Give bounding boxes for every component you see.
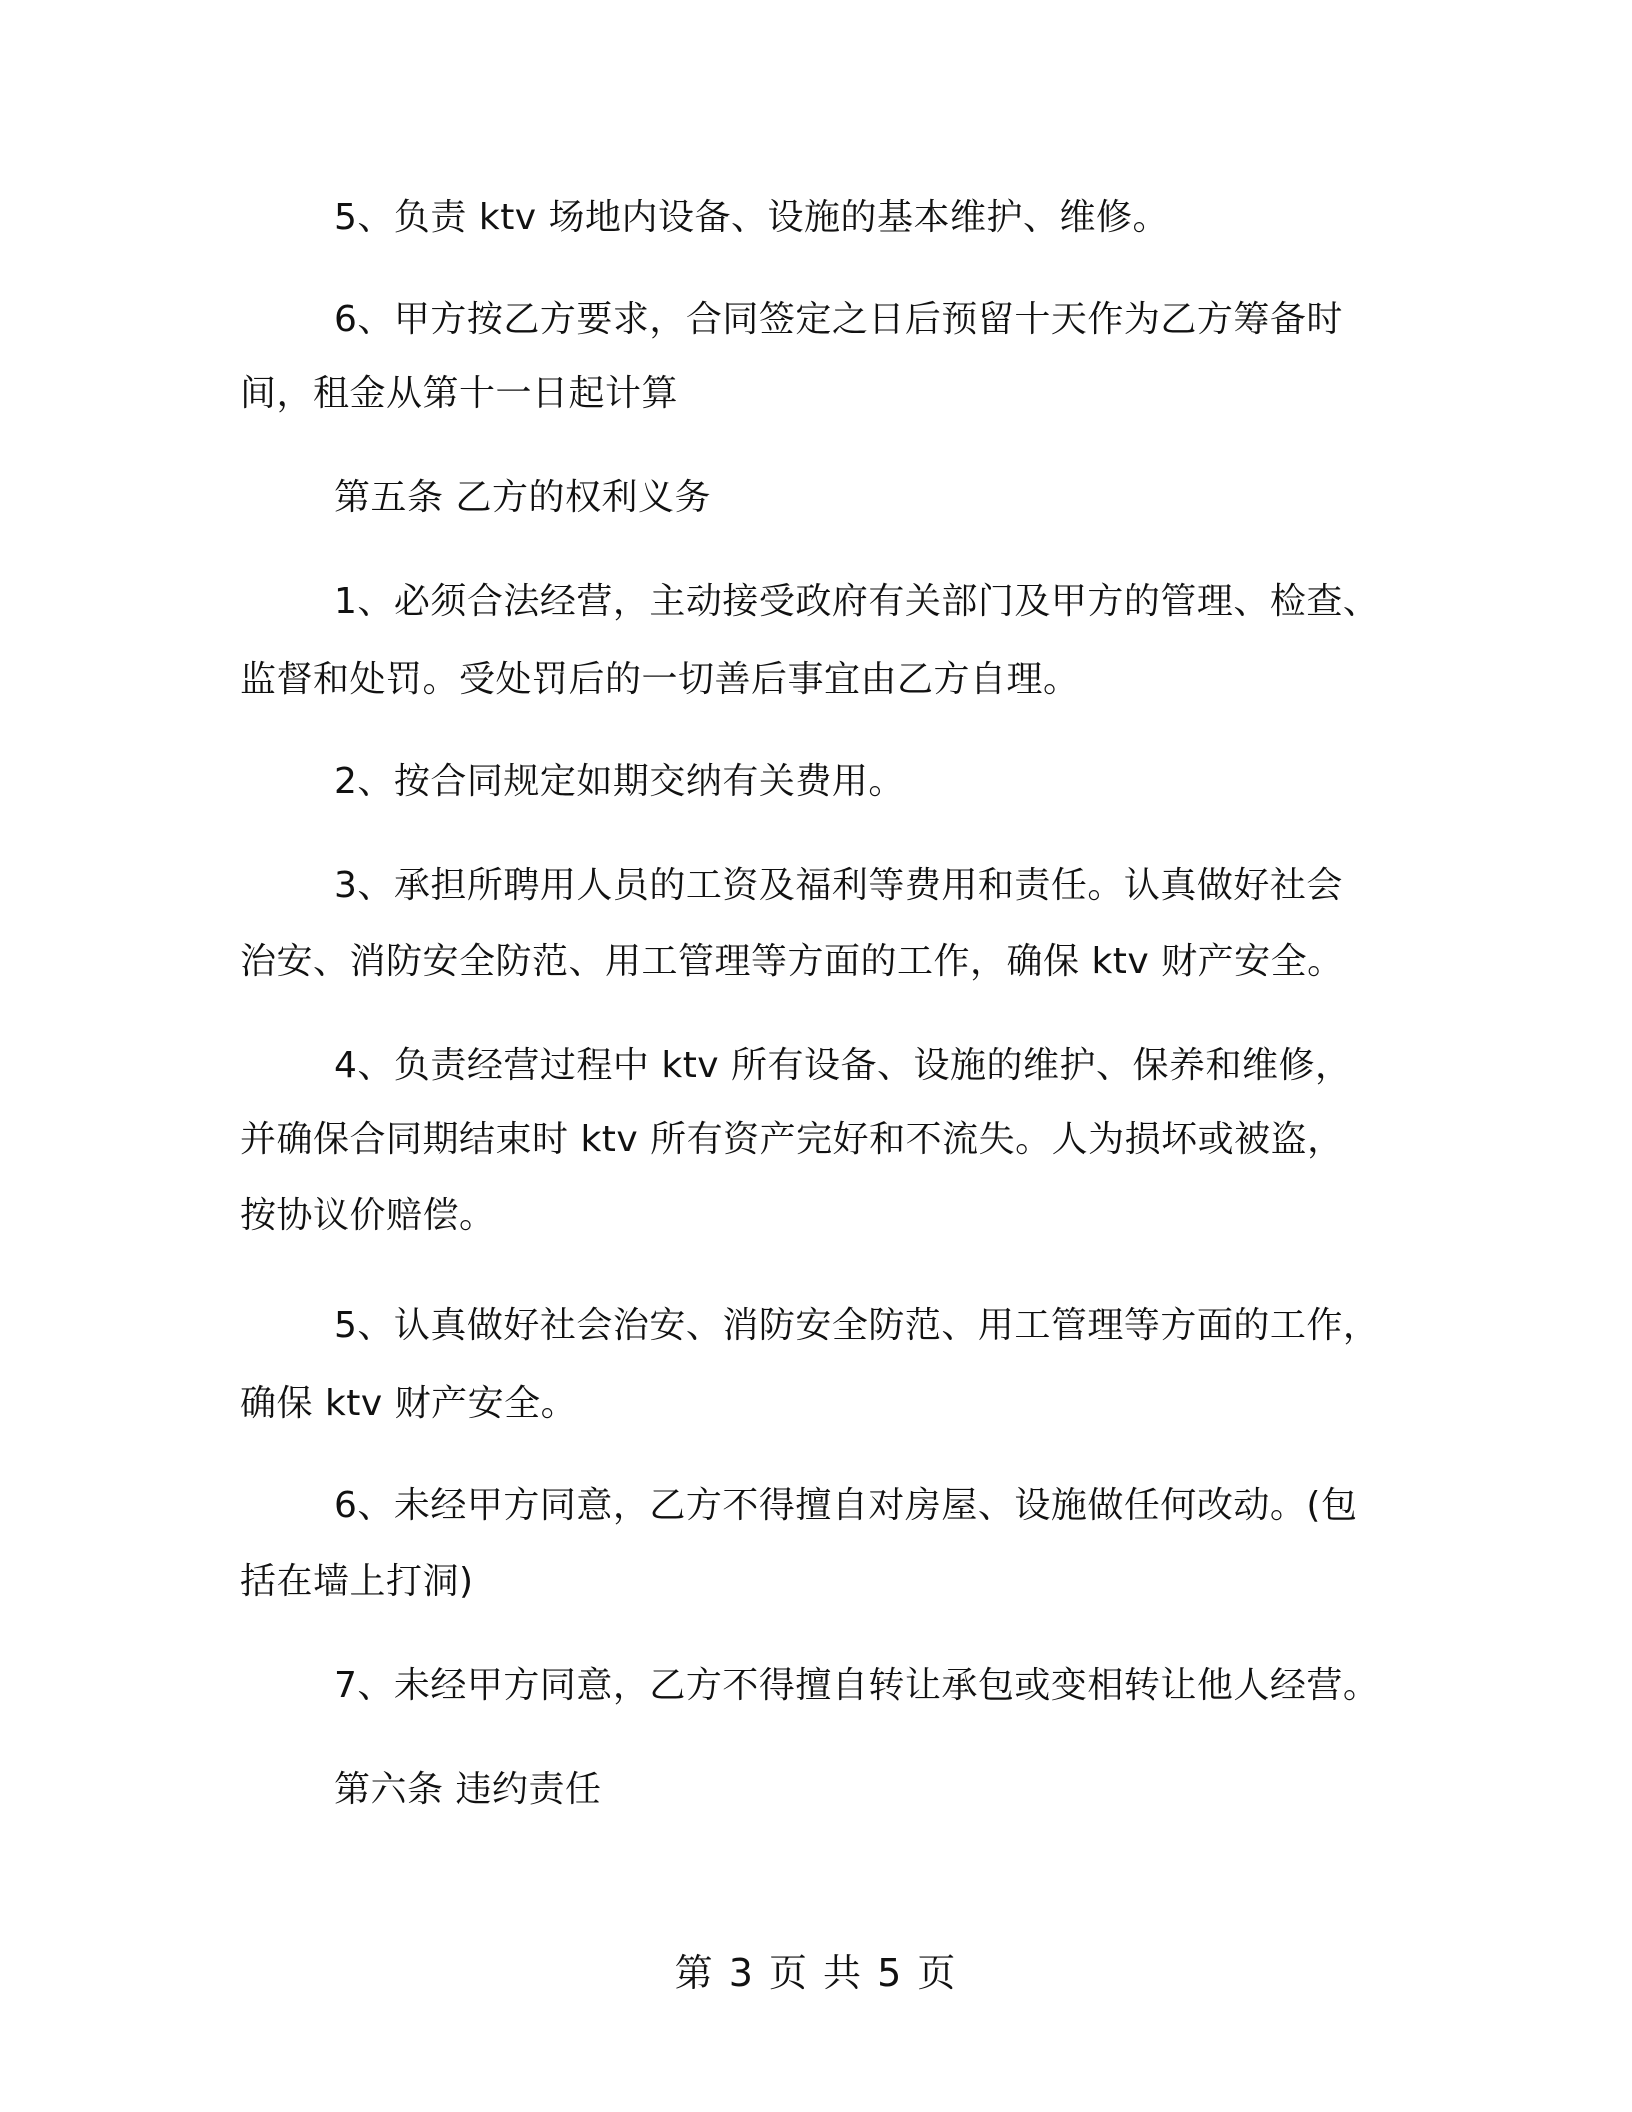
- text-line: 4、负责经营过程中 ktv 所有设备、设施的维护、保养和维修，: [334, 1045, 1352, 1086]
- page-number: 第 3 页 共 5 页: [674, 1951, 958, 1995]
- text-line: 确保 ktv 财产安全。: [240, 1383, 578, 1424]
- text-line: 5、认真做好社会治安、消防安全防范、用工管理等方面的工作，: [334, 1305, 1380, 1346]
- text-line: 2、按合同规定如期交纳有关费用。: [334, 761, 905, 802]
- text-line: 治安、消防安全防范、用工管理等方面的工作，确保 ktv 财产安全。: [240, 941, 1344, 982]
- text-line: 6、未经甲方同意，乙方不得擅自对房屋、设施做任何改动。(包: [334, 1485, 1358, 1526]
- text-line: 5、负责 ktv 场地内设备、设施的基本维护、维修。: [334, 197, 1170, 238]
- text-line: 括在墙上打洞): [240, 1561, 474, 1602]
- section-heading: 第六条 违约责任: [334, 1769, 602, 1810]
- text-line: 按协议价赔偿。: [240, 1195, 496, 1236]
- text-line: 并确保合同期结束时 ktv 所有资产完好和不流失。人为损坏或被盗，: [240, 1119, 1344, 1160]
- text-line: 间，租金从第十一日起计算: [240, 373, 679, 414]
- text-line: 监督和处罚。受处罚后的一切善后事宜由乙方自理。: [240, 659, 1080, 700]
- text-line: 6、甲方按乙方要求，合同签定之日后预留十天作为乙方筹备时: [334, 299, 1343, 340]
- text-line: 7、未经甲方同意，乙方不得擅自转让承包或变相转让他人经营。: [334, 1665, 1380, 1706]
- text-line: 1、必须合法经营，主动接受政府有关部门及甲方的管理、检查、: [334, 581, 1380, 622]
- section-heading: 第五条 乙方的权利义务: [334, 477, 711, 518]
- text-line: 3、承担所聘用人员的工资及福利等费用和责任。认真做好社会: [334, 865, 1343, 906]
